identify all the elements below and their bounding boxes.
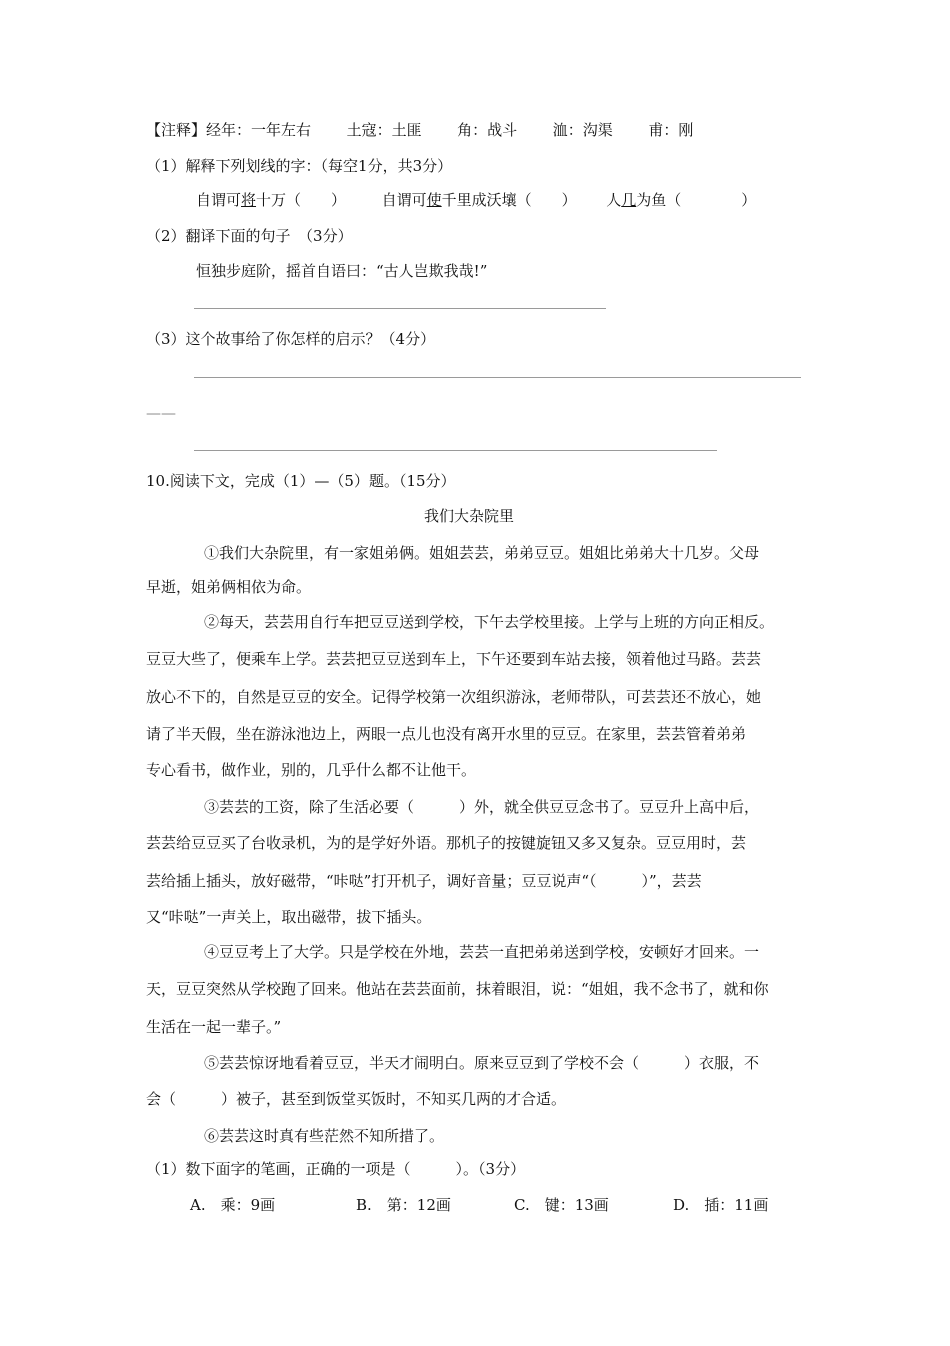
q3-heading: （3）这个故事给了你怎样的启示？（4分） xyxy=(146,330,436,348)
passage-line: 豆豆大些了，便乘车上学。芸芸把豆豆送到车上，下午还要到车站去接，领着他过马路。芸芸 xyxy=(146,650,762,668)
section10-heading: 10.阅读下文，完成（1）—（5）题。（15分） xyxy=(146,472,456,490)
option-b: B. 第：12画 xyxy=(356,1196,451,1214)
note-3: 角：战斗 xyxy=(457,121,518,139)
q3-answer-line-1 xyxy=(194,377,801,378)
q3-answer-line-2 xyxy=(194,450,717,451)
note-1: 【注释】经年：一年左右 xyxy=(146,121,312,139)
passage-line: ①我们大杂院里，有一家姐弟俩。姐姐芸芸，弟弟豆豆。姐姐比弟弟大十几岁。父母 xyxy=(204,544,760,562)
passage-line: ②每天，芸芸用自行车把豆豆送到学校，下午去学校里接。上学与上班的方向正相反。 xyxy=(204,613,775,631)
passage-line: 专心看书，做作业，别的，几乎什么都不让他干。 xyxy=(146,761,477,779)
q1-item1-blank: 十万（ ） xyxy=(256,191,347,209)
notes-line xyxy=(146,119,693,140)
q1-item2-blank: 千里成沃壤（ ） xyxy=(441,191,577,209)
option-a: A. 乘：9画 xyxy=(190,1196,276,1214)
passage-line: 芸芸给豆豆买了台收录机，为的是学好外语。那机子的按键旋钮又多又复杂。豆豆用时，芸 xyxy=(146,834,747,852)
note-4: 洫：沟渠 xyxy=(552,121,613,139)
q1-item1-pre: 自谓可 xyxy=(196,191,242,209)
note-5: 甫：刚 xyxy=(648,121,694,139)
option-c: C. 键：13画 xyxy=(514,1196,609,1214)
q1-item3-underlined: 几 xyxy=(621,191,637,209)
passage-line: ⑥芸芸这时真有些茫然不知所措了。 xyxy=(204,1127,445,1145)
q1-heading: （1）解释下列划线的字：（每空1分，共3分） xyxy=(146,157,453,175)
q1-item3-blank: 为鱼（ ） xyxy=(636,191,757,209)
passage-line: ⑤芸芸惊讶地看着豆豆，半天才闹明白。原来豆豆到了学校不会（ ）衣服，不 xyxy=(204,1054,760,1072)
passage-line: 放心不下的，自然是豆豆的安全。记得学校第一次组织游泳，老师带队，可芸芸还不放心，她 xyxy=(146,688,762,706)
passage-line: 会（ ）被子，甚至到饭堂买饭时，不知买几两的才合适。 xyxy=(146,1090,567,1108)
q2-heading: （2）翻译下面的句子 （3分） xyxy=(146,227,353,245)
passage-line: ④豆豆考上了大学。只是学校在外地，芸芸一直把弟弟送到学校，安顿好才回来。一 xyxy=(204,943,760,961)
q1-item3-pre: 人 xyxy=(606,191,622,209)
passage-line: 芸给插上插头，放好磁带，“咔哒”打开机子，调好音量；豆豆说声“（ ）”，芸芸 xyxy=(146,872,702,890)
q1-items xyxy=(196,189,756,210)
q2-answer-line xyxy=(194,308,606,309)
q10-1-heading: （1）数下面字的笔画，正确的一项是（ ）。（3分） xyxy=(146,1160,526,1178)
passage-line: 天，豆豆突然从学校跑了回来。他站在芸芸面前，抹着眼泪，说：“姐姐，我不念书了，就和你 xyxy=(146,980,769,998)
q1-item2-underlined: 使 xyxy=(426,191,442,209)
q1-item2-pre: 自谓可 xyxy=(381,191,427,209)
passage-line: ③芸芸的工资，除了生活必要（ ）外，就全供豆豆念书了。豆豆升上高中后， xyxy=(204,798,760,816)
q2-sentence: 恒独步庭阶，摇首自语曰：“古人岂欺我哉!” xyxy=(196,262,488,280)
passage-line: 早逝，姐弟俩相依为命。 xyxy=(146,578,312,596)
passage-title: 我们大杂院里 xyxy=(424,507,515,525)
passage-line: 请了半天假，坐在游泳池边上，两眼一点儿也没有离开水里的豆豆。在家里，芸芸管着弟弟 xyxy=(146,725,747,743)
passage-line: 又“咔哒”一声关上，取出磁带，拔下插头。 xyxy=(146,908,432,926)
option-d: D. 插：11画 xyxy=(673,1196,769,1214)
q3-dash: —— xyxy=(146,404,176,422)
note-2: 土寇：土匪 xyxy=(346,121,422,139)
passage-line: 生活在一起一辈子。” xyxy=(146,1018,282,1036)
q1-item1-underlined: 将 xyxy=(241,191,257,209)
